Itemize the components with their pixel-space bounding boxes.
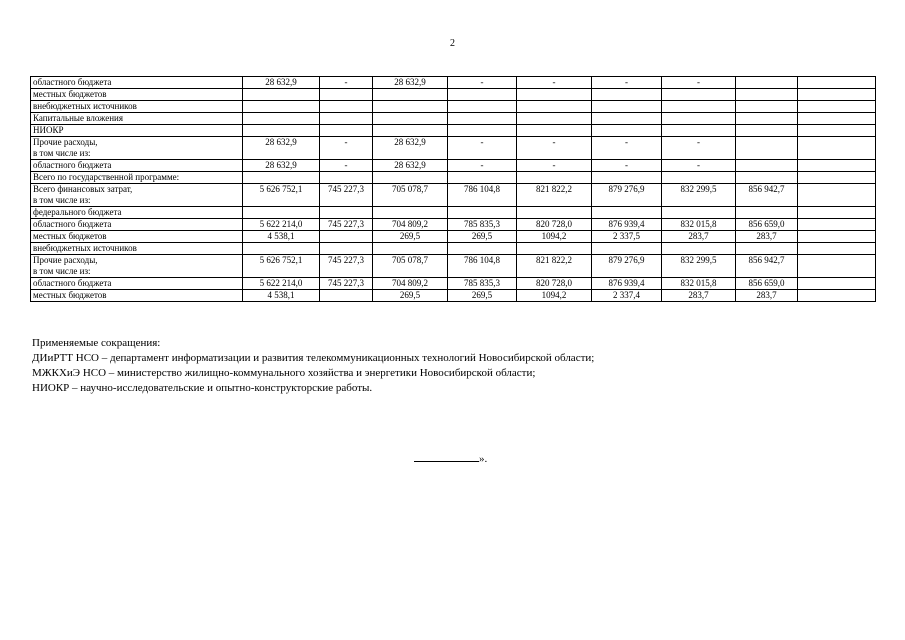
table-cell: 786 104,8 xyxy=(448,184,517,207)
table-cell xyxy=(517,101,592,113)
table-cell xyxy=(243,125,320,137)
table-cell: 28 632,9 xyxy=(243,160,320,172)
table-cell: 704 809,2 xyxy=(373,278,448,290)
table-cell xyxy=(592,172,662,184)
table-cell: - xyxy=(517,160,592,172)
table-cell xyxy=(448,89,517,101)
abbreviation-item: НИОКР – научно-исследовательские и опытно-конструкторские работы. xyxy=(32,382,373,394)
table-cell xyxy=(798,125,876,137)
row-label xyxy=(31,207,243,219)
table-cell: - xyxy=(320,137,373,160)
table-row xyxy=(31,125,876,137)
table-cell xyxy=(320,125,373,137)
table-cell xyxy=(373,243,448,255)
table-cell: 856 659,0 xyxy=(736,278,798,290)
table-cell xyxy=(517,243,592,255)
table-cell: - xyxy=(517,137,592,160)
table-cell: - xyxy=(448,160,517,172)
table-cell: - xyxy=(517,77,592,89)
row-label xyxy=(31,243,243,255)
table-cell: 856 659,0 xyxy=(736,219,798,231)
table-cell: 283,7 xyxy=(736,290,798,302)
table-cell xyxy=(320,89,373,101)
table-cell xyxy=(373,89,448,101)
table-cell: 745 227,3 xyxy=(320,278,373,290)
row-label xyxy=(31,184,243,207)
row-label xyxy=(31,255,243,278)
table-cell xyxy=(736,77,798,89)
table-cell xyxy=(798,231,876,243)
blank-underline xyxy=(414,451,479,462)
table-cell xyxy=(736,137,798,160)
table-cell: 856 942,7 xyxy=(736,184,798,207)
table-cell xyxy=(736,113,798,125)
table-cell xyxy=(592,207,662,219)
table-cell: 5 626 752,1 xyxy=(243,184,320,207)
page-number: 2 xyxy=(450,38,455,49)
table-cell: 821 822,2 xyxy=(517,255,592,278)
table-cell xyxy=(662,125,736,137)
table-cell: 269,5 xyxy=(448,290,517,302)
table-cell: - xyxy=(662,77,736,89)
abbreviation-item: МЖКХиЭ НСО – министерство жилищно-коммунального хозяйства и энергетики Новосибирской области; xyxy=(32,367,536,379)
table-cell: 876 939,4 xyxy=(592,219,662,231)
table-cell xyxy=(662,172,736,184)
table-cell xyxy=(373,125,448,137)
row-label-line: Всего по государственной программе: xyxy=(33,172,180,182)
table-cell: 5 622 214,0 xyxy=(243,219,320,231)
table-cell xyxy=(736,89,798,101)
table-cell xyxy=(243,207,320,219)
table-cell: 28 632,9 xyxy=(373,77,448,89)
table-cell xyxy=(517,172,592,184)
row-label-line: Капитальные вложения xyxy=(33,113,123,123)
table-cell xyxy=(798,184,876,207)
table-cell: 4 538,1 xyxy=(243,290,320,302)
table-cell: - xyxy=(662,137,736,160)
table-cell xyxy=(798,290,876,302)
row-label xyxy=(31,137,243,160)
row-label xyxy=(31,77,243,89)
table-cell xyxy=(448,172,517,184)
table-cell xyxy=(798,77,876,89)
table-cell xyxy=(798,89,876,101)
table-cell: 705 078,7 xyxy=(373,184,448,207)
row-label xyxy=(31,290,243,302)
table-row xyxy=(31,290,876,302)
table-cell xyxy=(320,243,373,255)
row-label xyxy=(31,219,243,231)
row-label-line: в том числе из: xyxy=(33,148,91,158)
row-label xyxy=(31,89,243,101)
row-label xyxy=(31,160,243,172)
table-cell: - xyxy=(592,160,662,172)
row-label xyxy=(31,125,243,137)
table-row xyxy=(31,278,876,290)
table-cell xyxy=(517,207,592,219)
table-cell xyxy=(243,243,320,255)
table-cell: - xyxy=(320,160,373,172)
table-cell xyxy=(798,219,876,231)
table-cell xyxy=(798,160,876,172)
table-cell xyxy=(736,125,798,137)
table-cell: 785 835,3 xyxy=(448,219,517,231)
table-cell: 28 632,9 xyxy=(243,77,320,89)
table-cell xyxy=(320,101,373,113)
table-cell: 832 015,8 xyxy=(662,219,736,231)
table-cell: 269,5 xyxy=(373,231,448,243)
row-label-line: в том числе из: xyxy=(33,195,91,205)
table-row xyxy=(31,101,876,113)
table-cell: 283,7 xyxy=(662,290,736,302)
table-cell: 832 299,5 xyxy=(662,184,736,207)
table-cell xyxy=(448,125,517,137)
row-label-line: областного бюджета xyxy=(33,160,112,170)
table-cell: 2 337,4 xyxy=(592,290,662,302)
table-cell xyxy=(592,101,662,113)
table-cell: 856 942,7 xyxy=(736,255,798,278)
closing-quote: ». xyxy=(479,453,488,465)
table-cell: 785 835,3 xyxy=(448,278,517,290)
table-cell xyxy=(517,125,592,137)
table-cell xyxy=(448,113,517,125)
table-row xyxy=(31,231,876,243)
table-cell xyxy=(373,207,448,219)
abbreviations-heading: Применяемые сокращения: xyxy=(32,337,161,349)
table-cell: 28 632,9 xyxy=(373,137,448,160)
table-cell xyxy=(798,255,876,278)
row-label-line: местных бюджетов xyxy=(33,231,107,241)
table-cell xyxy=(662,89,736,101)
row-label-line: в том числе из: xyxy=(33,266,91,276)
table-cell: - xyxy=(448,77,517,89)
table-row xyxy=(31,219,876,231)
row-label-line: внебюджетных источников xyxy=(33,101,137,111)
table-cell xyxy=(320,231,373,243)
table-cell: 745 227,3 xyxy=(320,219,373,231)
table-cell: 28 632,9 xyxy=(373,160,448,172)
table-cell: 283,7 xyxy=(662,231,736,243)
table-cell xyxy=(798,172,876,184)
row-label-line: внебюджетных источников xyxy=(33,243,137,253)
table-cell: 832 015,8 xyxy=(662,278,736,290)
table-cell xyxy=(320,207,373,219)
table-row xyxy=(31,243,876,255)
table-cell: 5 626 752,1 xyxy=(243,255,320,278)
table-cell xyxy=(373,113,448,125)
table-cell xyxy=(662,101,736,113)
table-cell xyxy=(798,137,876,160)
table-cell: 4 538,1 xyxy=(243,231,320,243)
table-cell xyxy=(448,101,517,113)
table-cell xyxy=(798,243,876,255)
table-cell xyxy=(592,243,662,255)
table-cell xyxy=(736,207,798,219)
table-cell xyxy=(320,113,373,125)
abbreviations-section xyxy=(32,336,872,396)
table-row xyxy=(31,113,876,125)
table-cell xyxy=(662,207,736,219)
table-cell xyxy=(373,101,448,113)
row-label xyxy=(31,101,243,113)
table-cell xyxy=(243,89,320,101)
table-cell xyxy=(592,125,662,137)
table-cell xyxy=(662,113,736,125)
table-cell xyxy=(798,113,876,125)
row-label xyxy=(31,113,243,125)
table-row xyxy=(31,89,876,101)
abbreviation-item: ДИиРТТ НСО – департамент информатизации и развития телекоммуникационных технологий Новосибирской области; xyxy=(32,352,595,364)
table-cell xyxy=(798,207,876,219)
table-row xyxy=(31,160,876,172)
table-cell: 832 299,5 xyxy=(662,255,736,278)
table-cell xyxy=(662,243,736,255)
table-cell: 879 276,9 xyxy=(592,184,662,207)
table-cell: 745 227,3 xyxy=(320,255,373,278)
table-cell: 28 632,9 xyxy=(243,137,320,160)
table-cell: 283,7 xyxy=(736,231,798,243)
table-cell xyxy=(320,290,373,302)
table-cell: - xyxy=(320,77,373,89)
table-cell: 2 337,5 xyxy=(592,231,662,243)
budget-table xyxy=(30,76,876,302)
table-cell xyxy=(517,113,592,125)
table-row xyxy=(31,137,876,160)
table-cell xyxy=(517,89,592,101)
row-label-line: областного бюджета xyxy=(33,278,112,288)
table-cell xyxy=(798,101,876,113)
row-label-line: Всего финансовых затрат, xyxy=(33,184,133,194)
table-cell xyxy=(736,172,798,184)
table-cell xyxy=(592,113,662,125)
budget-table-body xyxy=(31,77,876,302)
table-cell: - xyxy=(592,77,662,89)
table-cell: 820 728,0 xyxy=(517,219,592,231)
table-cell: 821 822,2 xyxy=(517,184,592,207)
table-cell: 5 622 214,0 xyxy=(243,278,320,290)
table-cell xyxy=(448,207,517,219)
table-cell xyxy=(736,101,798,113)
table-cell xyxy=(736,160,798,172)
closing-line xyxy=(414,451,487,465)
table-row xyxy=(31,172,876,184)
table-cell xyxy=(736,243,798,255)
row-label-line: областного бюджета xyxy=(33,77,112,87)
row-label-line: местных бюджетов xyxy=(33,290,107,300)
table-cell: 876 939,4 xyxy=(592,278,662,290)
table-row xyxy=(31,184,876,207)
table-cell: 820 728,0 xyxy=(517,278,592,290)
table-cell xyxy=(320,172,373,184)
table-cell: 1094,2 xyxy=(517,290,592,302)
table-cell xyxy=(243,101,320,113)
table-cell xyxy=(243,113,320,125)
table-cell: 705 078,7 xyxy=(373,255,448,278)
row-label-line: Прочие расходы, xyxy=(33,255,98,265)
table-cell: 1094,2 xyxy=(517,231,592,243)
table-cell: 269,5 xyxy=(373,290,448,302)
row-label-line: областного бюджета xyxy=(33,219,112,229)
row-label xyxy=(31,231,243,243)
table-cell xyxy=(373,172,448,184)
table-cell: 269,5 xyxy=(448,231,517,243)
table-row xyxy=(31,207,876,219)
row-label xyxy=(31,172,243,184)
table-cell: - xyxy=(448,137,517,160)
table-cell: 745 227,3 xyxy=(320,184,373,207)
table-cell: - xyxy=(662,160,736,172)
row-label xyxy=(31,278,243,290)
table-cell: 879 276,9 xyxy=(592,255,662,278)
table-cell xyxy=(592,89,662,101)
table-cell: - xyxy=(592,137,662,160)
table-cell xyxy=(243,172,320,184)
table-cell: 786 104,8 xyxy=(448,255,517,278)
table-row xyxy=(31,77,876,89)
row-label-line: Прочие расходы, xyxy=(33,137,98,147)
table-cell xyxy=(798,278,876,290)
table-cell: 704 809,2 xyxy=(373,219,448,231)
table-cell xyxy=(448,243,517,255)
row-label-line: НИОКР xyxy=(33,125,64,135)
table-row xyxy=(31,255,876,278)
row-label-line: местных бюджетов xyxy=(33,89,107,99)
row-label-line: федерального бюджета xyxy=(33,207,122,217)
